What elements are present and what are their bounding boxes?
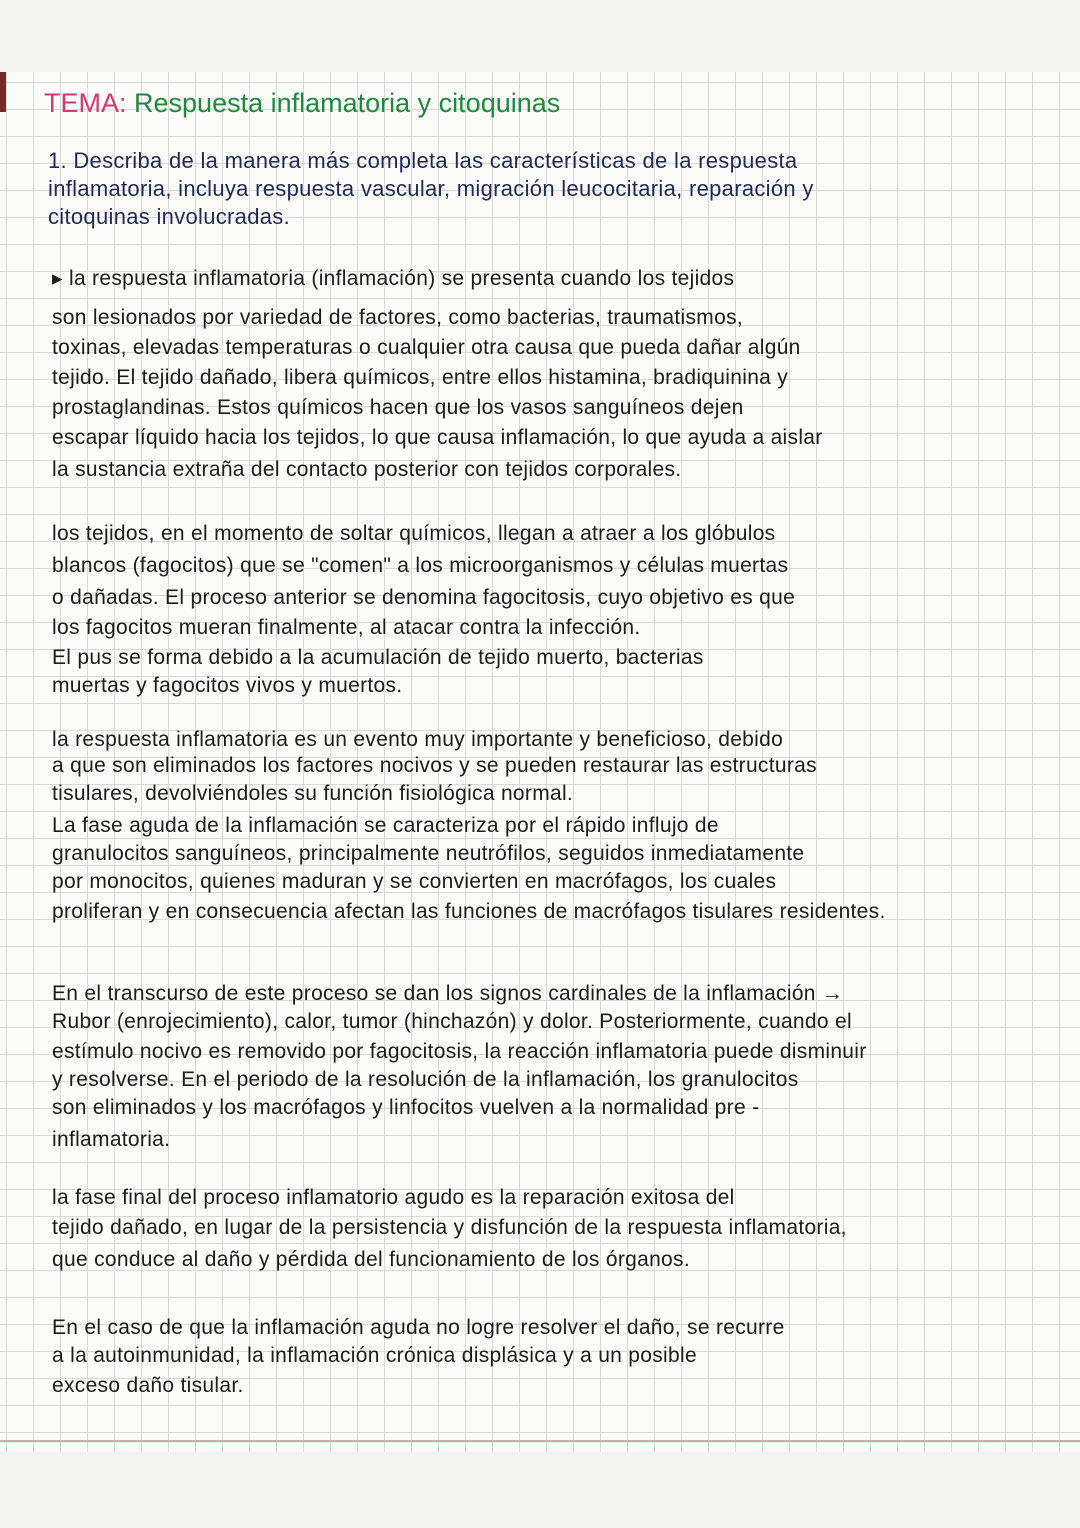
paragraph-5-line: que conduce al daño y pérdida del funcionamiento de los órganos. [52, 1248, 690, 1271]
paragraph-2-line: los fagocitos mueran finalmente, al atacar contra la infección. [52, 616, 641, 639]
paragraph-4-line: son eliminados y los macrófagos y linfocitos vuelven a la normalidad pre - [52, 1096, 760, 1119]
paragraph-3-line: por monocitos, quienes maduran y se convierten en macrófagos, los cuales [52, 870, 777, 893]
paragraph-2-line: los tejidos, en el momento de soltar químicos, llegan a atraer a los glóbulos [52, 522, 776, 545]
paragraph-3-line: la respuesta inflamatoria es un evento muy importante y beneficioso, debido [52, 728, 784, 751]
paragraph-2-line: muertas y fagocitos vivos y muertos. [52, 674, 403, 697]
paragraph-3-line: granulocitos sanguíneos, principalmente neutrófilos, seguidos inmediatamente [52, 842, 805, 865]
paragraph-6-line: a la autoinmunidad, la inflamación crónica displásica y a un posible [52, 1344, 697, 1367]
question-line: citoquinas involucradas. [48, 204, 291, 229]
paragraph-1-line: toxinas, elevadas temperaturas o cualquier otra causa que pueda dañar algún [52, 336, 801, 359]
question-line: inflamatoria, incluya respuesta vascular, migración leucocitaria, reparación y [48, 176, 814, 201]
paragraph-3-line: La fase aguda de la inflamación se caracteriza por el rápido influjo de [52, 814, 719, 837]
paragraph-1-line: escapar líquido hacia los tejidos, lo que causa inflamación, lo que ayuda a aislar [52, 426, 823, 449]
page-corner [0, 72, 6, 112]
paragraph-4-line: En el transcurso de este proceso se dan los signos cardinales de la inflamación → [52, 982, 844, 1005]
paragraph-4-line: y resolverse. En el periodo de la resolución de la inflamación, los granulocitos [52, 1068, 799, 1091]
paragraph-6-line: En el caso de que la inflamación aguda no logre resolver el daño, se recurre [52, 1316, 785, 1339]
paragraph-2-line: o dañadas. El proceso anterior se denomina fagocitosis, cuyo objetivo es que [52, 586, 796, 609]
paragraph-1-line: la sustancia extraña del contacto posterior con tejidos corporales. [52, 458, 682, 481]
paragraph-5-line: tejido dañado, en lugar de la persistencia y disfunción de la respuesta inflamatoria, [52, 1216, 847, 1239]
paragraph-2-line: blancos (fagocitos) que se "comen" a los microorganismos y células muertas [52, 554, 789, 577]
paragraph-1-line: son lesionados por variedad de factores, como bacterias, traumatismos, [52, 306, 743, 329]
question-line: 1. Describa de la manera más completa las características de la respuesta [48, 148, 798, 173]
paragraph-1-line: ▸ la respuesta inflamatoria (inflamación) se presenta cuando los tejidos [52, 267, 735, 290]
paragraph-1-line: prostaglandinas. Estos químicos hacen que los vasos sanguíneos dejen [52, 396, 744, 419]
paragraph-3-line: a que son eliminados los factores nocivos y se pueden restaurar las estructuras [52, 754, 817, 777]
paragraph-4-line: Rubor (enrojecimiento), calor, tumor (hinchazón) y dolor. Posteriormente, cuando el [52, 1010, 852, 1033]
paragraph-6-line: exceso daño tisular. [52, 1374, 244, 1397]
paragraph-4-line: inflamatoria. [52, 1128, 171, 1151]
paragraph-1-line: tejido. El tejido dañado, libera químicos, entre ellos histamina, bradiquinina y [52, 366, 789, 389]
paragraph-3-line: tisulares, devolviéndoles su función fisiológica normal. [52, 782, 574, 805]
page-title [44, 88, 560, 119]
title-label: TEMA: [44, 88, 127, 118]
paragraph-2-line: El pus se forma debido a la acumulación de tejido muerto, bacterias [52, 646, 704, 669]
title-text: Respuesta inflamatoria y citoquinas [134, 88, 561, 118]
margin-line [0, 1440, 1080, 1442]
paragraph-3-line: proliferan y en consecuencia afectan las funciones de macrófagos tisulares residentes. [52, 900, 886, 923]
paragraph-5-line: la fase final del proceso inflamatorio agudo es la reparación exitosa del [52, 1186, 735, 1209]
paragraph-4-line: estímulo nocivo es removido por fagocitosis, la reacción inflamatoria puede disminuir [52, 1040, 867, 1063]
